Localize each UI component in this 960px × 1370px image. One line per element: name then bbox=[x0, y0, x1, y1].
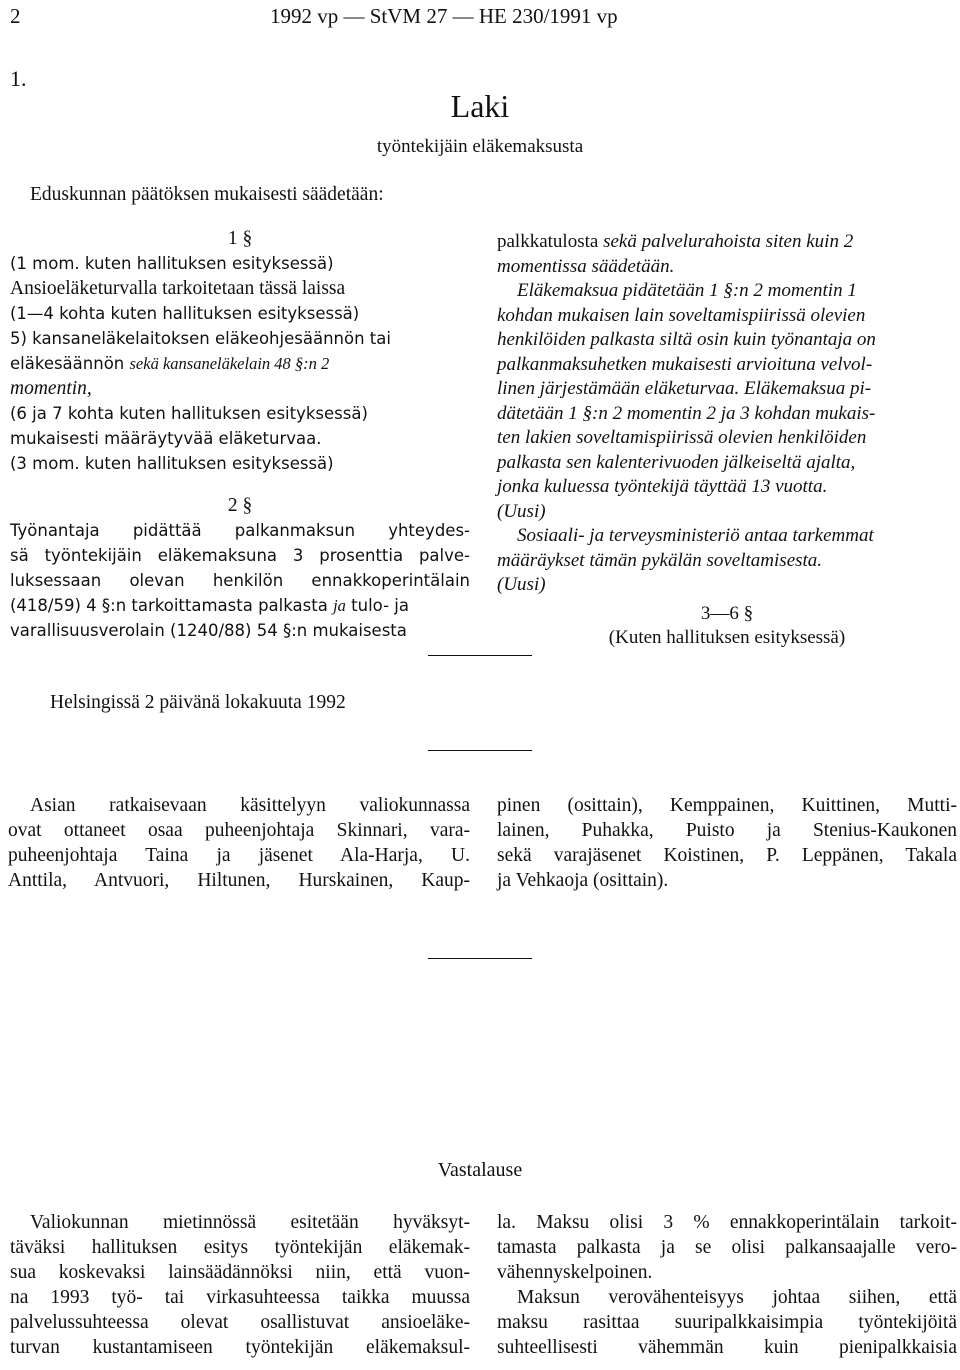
text-line bbox=[10, 593, 470, 618]
text-line: (Kuten hallituksen esityksessä) bbox=[608, 627, 846, 648]
text-line: dätetään 1 §:n 2 momentin 2 ja 3 kohdan mukais- bbox=[497, 402, 876, 424]
divider bbox=[428, 958, 532, 959]
divider bbox=[428, 655, 532, 656]
italic-span: sekä kansaneläkelain 48 §:n 2 bbox=[129, 354, 330, 373]
text-line: ovat ottaneet osaa puheenjohtaja Skinnari, vara- bbox=[8, 820, 470, 841]
text-line: la. Maksu olisi 3 % ennakkoperintälain tarkoit- bbox=[497, 1212, 957, 1233]
text-line: suhteellisesti vähemmän kuin pienipalkkaisia bbox=[497, 1337, 957, 1358]
text-line: jonka kuluessa työntekijä täyttää 13 vuotta. bbox=[497, 476, 828, 497]
text-line: Anttila, Antvuori, Hiltunen, Hurskainen, Kaup- bbox=[8, 870, 470, 891]
text-line: (6 ja 7 kohta kuten hallituksen esityksessä) bbox=[10, 404, 368, 423]
text-line: Sosiaali- ja terveysministeriö antaa tarkemmat bbox=[517, 525, 874, 546]
text-line: lainen, Puhakka, Puisto ja Stenius-Kaukonen bbox=[497, 820, 957, 841]
law-subtitle: työntekijäin eläkemaksusta bbox=[376, 136, 584, 157]
text-line: henkilöiden palkasta siltä osin kuin työnantaja on bbox=[497, 329, 876, 350]
text-line: sä työntekijäin eläkemaksuna 3 prosenttia palve- bbox=[10, 546, 470, 565]
text-line: Ansioeläketurvalla tarkoitetaan tässä laissa bbox=[10, 278, 346, 299]
text-line: tamasta palkasta ja se olisi palkansaajalle vero- bbox=[497, 1237, 957, 1258]
text-line: palvelussuhteessa olevat osallistuvat ansioeläke- bbox=[10, 1312, 470, 1333]
text-span: linen järjestämään eläketurvaa. bbox=[497, 378, 740, 399]
text-line: Eläkemaksua pidätetään 1 §:n 2 momentin 1 bbox=[517, 280, 857, 301]
text-span: eläkesäännön bbox=[10, 354, 130, 373]
section-3-6-heading: 3—6 § bbox=[700, 602, 754, 624]
text-line: ten lakien soveltamispiirissä olevien henkilöiden bbox=[497, 427, 867, 448]
text-line: (Uusi) bbox=[497, 574, 546, 595]
text-line: momentin, bbox=[10, 378, 92, 399]
vastalause-title: Vastalause bbox=[437, 1159, 523, 1181]
text-span: palkkatulosta bbox=[497, 231, 604, 252]
text-line: ja Vehkaoja (osittain). bbox=[497, 870, 669, 891]
text-line bbox=[497, 377, 957, 402]
text-line: (Uusi) bbox=[497, 500, 546, 522]
page-number: 2 bbox=[10, 4, 21, 28]
right-column bbox=[497, 230, 957, 651]
preamble: Eduskunnan päätöksen mukaisesti säädetään: bbox=[30, 184, 384, 205]
text-line: palkanmaksuhetken mukaisesti arvioituna velvol- bbox=[497, 353, 873, 375]
text-line: täväksi hallituksen esitys työntekijän eläkemak- bbox=[10, 1237, 470, 1258]
vastalause-right bbox=[497, 1210, 957, 1360]
text-line: kohdan mukaisen lain soveltamispiirissä olevien bbox=[497, 304, 866, 326]
left-column bbox=[10, 226, 470, 643]
signature-line: Helsingissä 2 päivänä lokakuuta 1992 bbox=[50, 692, 346, 713]
running-title: 1992 vp — StVM 27 — HE 230/1991 vp bbox=[270, 4, 618, 28]
text-line bbox=[10, 351, 470, 376]
section-2-heading: 2 § bbox=[227, 495, 253, 516]
text-line: na 1993 työ- tai virkasuhteessa taikka muussa bbox=[10, 1287, 470, 1308]
section-1-heading: 1 § bbox=[227, 228, 253, 249]
text-span: tulo- ja bbox=[345, 596, 409, 615]
vastalause-left bbox=[10, 1210, 470, 1360]
text-line: palkasta sen kalenterivuoden jälkeiseltä ajalta, bbox=[497, 451, 856, 473]
law-title: Laki bbox=[450, 88, 510, 124]
text-line: sua koskevaksi lainsäädännöksi niin, että vuon- bbox=[10, 1262, 470, 1283]
section-number: 1. bbox=[10, 66, 27, 91]
text-line: määräykset tämän pykälän soveltamisesta. bbox=[497, 549, 823, 571]
divider bbox=[428, 750, 532, 751]
text-line: mukaisesti määräytyvää eläketurvaa. bbox=[10, 429, 322, 448]
committee-right bbox=[497, 793, 957, 893]
italic-span: sekä palvelurahoista siten kuin 2 bbox=[603, 231, 854, 252]
text-line: Asian ratkaisevaan käsittelyyn valiokunnassa bbox=[30, 795, 470, 816]
text-line: Maksun verovähenteisyys johtaa siihen, että bbox=[517, 1287, 957, 1308]
text-line: sekä varajäsenet Koistinen, P. Leppänen, Takala bbox=[497, 845, 957, 866]
text-line: puheenjohtaja Taina ja jäsenet Ala-Harja, U. bbox=[8, 845, 470, 866]
text-line: varallisuusverolain (1240/88) 54 §:n mukaisesta bbox=[10, 621, 407, 640]
text-line bbox=[497, 230, 957, 255]
text-span: (418/59) 4 §:n tarkoittamasta palkasta bbox=[10, 596, 334, 615]
text-line: luksessaan olevan henkilön ennakkoperintälain bbox=[10, 571, 470, 590]
text-line: Työnantaja pidättää palkanmaksun yhteydes- bbox=[10, 521, 470, 540]
text-line: (1 mom. kuten hallituksen esityksessä) bbox=[10, 254, 334, 273]
text-span: Eläkemaksua pi- bbox=[739, 378, 872, 399]
text-line: (3 mom. kuten hallituksen esityksessä) bbox=[10, 454, 334, 473]
text-line: momentissa säädetään. bbox=[497, 255, 675, 277]
text-line: turvan kustantamiseen työntekijän eläkemaksul- bbox=[10, 1337, 470, 1358]
text-line: 5) kansaneläkelaitoksen eläkeohjesäännön tai bbox=[10, 329, 391, 348]
text-line: (1—4 kohta kuten hallituksen esityksessä) bbox=[10, 304, 360, 323]
text-line: vähennyskelpoinen. bbox=[497, 1262, 653, 1283]
text-line: maksu rasittaa suuripalkkaisimpia työntekijöitä bbox=[497, 1312, 957, 1333]
text-line: pinen (osittain), Kemppainen, Kuittinen, Mutti- bbox=[497, 795, 957, 816]
committee-left bbox=[8, 793, 470, 893]
italic-span: ja bbox=[333, 596, 346, 615]
text-line: Valiokunnan mietinnössä esitetään hyväksyt- bbox=[30, 1212, 470, 1233]
